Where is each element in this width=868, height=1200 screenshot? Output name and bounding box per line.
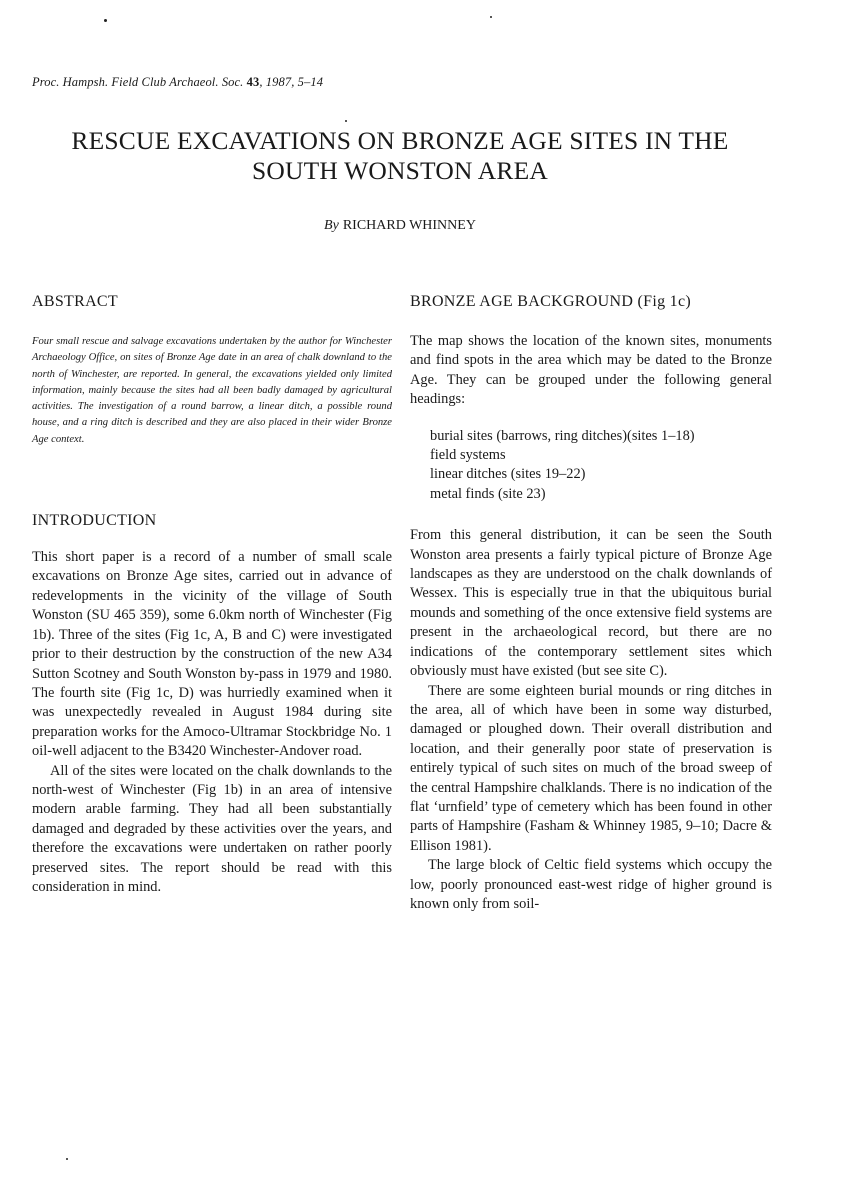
scan-speck bbox=[66, 1158, 68, 1160]
abstract-heading: ABSTRACT bbox=[32, 293, 118, 310]
background-intro-paragraph: The map shows the location of the known sites, monuments and find spots in the area which may be dated to the Bronze Age. They can be grouped under the following general headings: bbox=[410, 333, 772, 408]
background-paragraph-1: From this general distribution, it can be seen the South Wonston area presents a fairly typical picture of Bronze Age landscapes as they are understood on the chalk downlands of Wessex. This is especially true in that the ubiquitous burial mounds and something of the once extensive field systems are present in the archaeological record, but there are no indications of the contemporary settlement sites which obviously must have existed (but see site C). bbox=[410, 527, 772, 680]
title-line-2: SOUTH WONSTON AREA bbox=[252, 156, 548, 185]
left-column bbox=[32, 293, 392, 897]
scan-speck bbox=[345, 120, 347, 122]
background-heading: BRONZE AGE BACKGROUND (Fig 1c) bbox=[410, 293, 691, 310]
site-category-list bbox=[430, 427, 772, 505]
list-item: field systems bbox=[430, 447, 506, 464]
journal-year-pages: , 1987, 5–14 bbox=[259, 75, 324, 89]
author-name: RICHARD WHINNEY bbox=[342, 218, 476, 233]
introduction-paragraph-2: All of the sites were located on the chalk downlands to the north-west of Winchester (Fig 1b) in an area of intensive modern arable farming. They had all been substantially damaged and degraded by these activities over the years, and therefore the excavations were undertaken on rather poorly preserved sites. The report should be read with this consideration in mind. bbox=[32, 762, 392, 895]
scan-speck bbox=[104, 19, 107, 22]
list-item: linear ditches (sites 19–22) bbox=[430, 466, 586, 483]
background-paragraph-2: There are some eighteen burial mounds or ring ditches in the area, all of which have been in some way disturbed, damaged or ploughed down. Their overall distribution and location, and their generally poor state of preservation is entirely typical of such sites on much of the broad sweep of the central Hampshire chalklands. There is no indication of the flat ‘urnfield’ type of cemetery which has been found in other parts of Hampshire (Fasham & Whinney 1985, 9–10; Dacre & Ellison 1981). bbox=[410, 682, 772, 854]
abstract-text: Four small rescue and salvage excavations undertaken by the author for Winchester Archaeology Office, on sites of Bronze Age date in an area of chalk downland to the north of Winchester, are reported. In general, the excavations yielded only limited information, mainly because the sites had all been badly damaged by agricultural activities. The investigation of a round barrow, a linear ditch, a possible round house, and a ring ditch is described and they are also placed in their wider Bronze Age context. bbox=[32, 336, 392, 445]
byline-prefix: By bbox=[324, 218, 339, 233]
introduction-paragraph-1: This short paper is a record of a number of small scale excavations on Bronze Age sites, carried out in advance of redevelopments in the vicinity of the village of South Wonston (SU 465 359), some 6.0km north of Winchester (Fig 1b). Three of the sites (Fig 1c, A, B and C) were investigated prior to their destruction by the construction of the new A34 Sutton Scotney and South Wonston by-pass in 1979 and 1980. The fourth site (Fig 1c, D) was hurriedly examined when it was unexpectedly revealed in August 1984 during site preparation works for the Amoco-Ultramar Stockbridge No. 1 oil-well adjacent to the B3420 Winchester-Andover road. bbox=[32, 549, 392, 760]
journal-citation bbox=[32, 75, 323, 90]
journal-name: Proc. Hampsh. Field Club Archaeol. Soc. bbox=[32, 75, 244, 89]
byline bbox=[0, 218, 800, 234]
list-item: burial sites (barrows, ring ditches)(sites 1–18) bbox=[430, 427, 695, 444]
article-title bbox=[0, 126, 800, 186]
title-line-1: RESCUE EXCAVATIONS ON BRONZE AGE SITES IN THE bbox=[71, 126, 729, 155]
list-item: metal finds (site 23) bbox=[430, 485, 546, 502]
background-paragraph-3: The large block of Celtic field systems which occupy the low, poorly pronounced east-west ridge of higher ground is known only from soil- bbox=[410, 857, 772, 912]
introduction-heading: INTRODUCTION bbox=[32, 512, 157, 530]
journal-volume: 43 bbox=[246, 75, 260, 89]
right-column bbox=[410, 293, 772, 914]
scan-speck bbox=[490, 16, 492, 18]
